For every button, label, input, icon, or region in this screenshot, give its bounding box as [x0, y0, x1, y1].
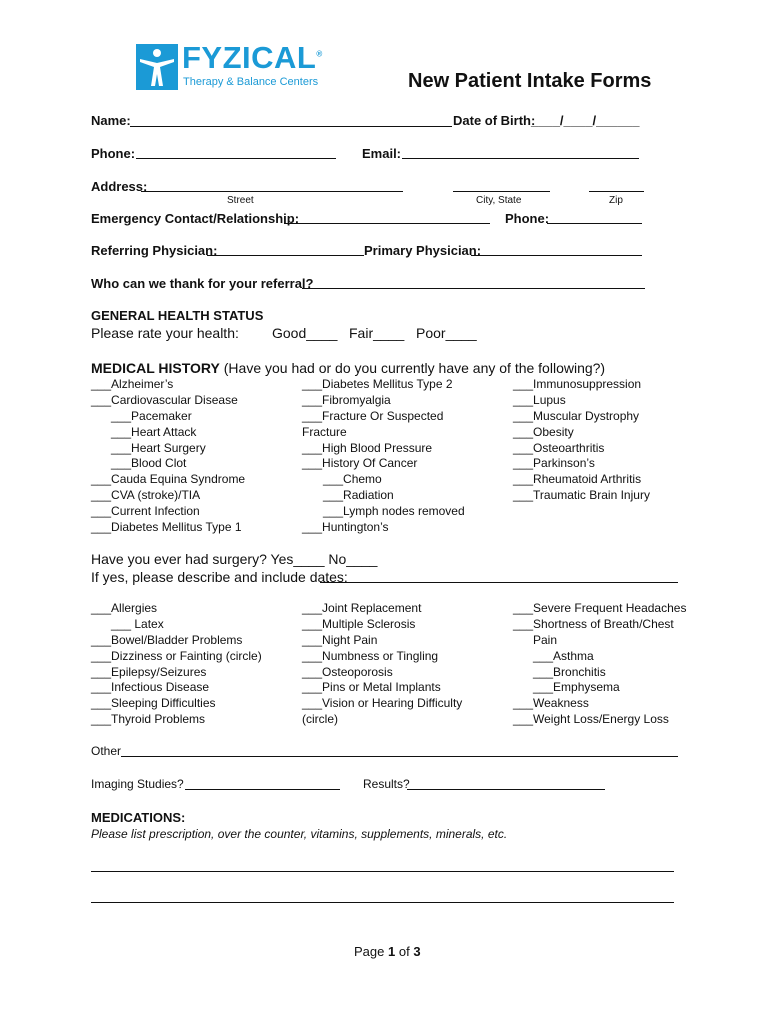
list-item[interactable]: ___History Of Cancer — [302, 456, 418, 470]
list-item[interactable]: ___Thyroid Problems — [91, 712, 206, 726]
general-health-heading: GENERAL HEALTH STATUS — [91, 308, 264, 323]
phone-label: Phone: — [91, 146, 136, 161]
list-item[interactable]: ___Osteoarthritis — [513, 441, 605, 455]
list-item[interactable]: ___High Blood Pressure — [302, 441, 433, 455]
list-item[interactable]: ___Lupus — [513, 393, 566, 407]
list-item: Pain — [533, 633, 558, 647]
health-poor[interactable]: Poor____ — [416, 325, 477, 341]
other-label: Other — [91, 744, 122, 758]
email-label: Email: — [362, 146, 402, 161]
street-caption: Street — [227, 195, 254, 206]
referral-label: Who can we thank for your referral? — [91, 276, 314, 291]
list-item[interactable]: ___Emphysema — [533, 680, 620, 694]
primary-field[interactable] — [471, 255, 642, 256]
health-good[interactable]: Good____ — [272, 325, 338, 341]
list-item[interactable]: ___Muscular Dystrophy — [513, 409, 640, 423]
emergency-label: Emergency Contact/Relationship: — [91, 211, 300, 226]
list-item[interactable]: ___Current Infection — [91, 504, 200, 518]
medical-history-heading: MEDICAL HISTORY (Have you had or do you currently have any of the following?) — [91, 360, 606, 376]
results-field[interactable] — [407, 789, 605, 790]
medications-line-2[interactable] — [91, 902, 674, 903]
list-item[interactable]: ___Bowel/Bladder Problems — [91, 633, 243, 647]
street-field[interactable] — [141, 191, 403, 192]
list-item[interactable]: ___Chemo — [323, 472, 382, 486]
imaging-label: Imaging Studies? — [91, 777, 184, 791]
phone-field[interactable] — [136, 158, 336, 159]
health-fair[interactable]: Fair____ — [349, 325, 405, 341]
list-item[interactable]: ___Numbness or Tingling — [302, 649, 439, 663]
list-item[interactable]: ___Allergies — [91, 601, 158, 615]
surgery-describe-label: If yes, please describe and include dates: — [91, 569, 348, 585]
city-state-caption: City, State — [476, 195, 522, 206]
medications-heading: MEDICATIONS: — [91, 810, 186, 825]
list-item[interactable]: ___Heart Attack — [111, 425, 197, 439]
list-item[interactable]: ___Alzheimer’s — [91, 377, 174, 391]
list-item[interactable]: ___Night Pain — [302, 633, 378, 647]
list-item[interactable]: ___Rheumatoid Arthritis — [513, 472, 642, 486]
health-prompt: Please rate your health: — [91, 325, 239, 341]
referring-field[interactable] — [207, 255, 364, 256]
medications-note: Please list prescription, over the counter, vitamins, supplements, minerals, etc. — [91, 827, 508, 841]
list-item[interactable]: ___Huntington’s — [302, 520, 389, 534]
address-label: Address: — [91, 179, 148, 194]
list-item[interactable]: ___Fibromyalgia — [302, 393, 391, 407]
list-item[interactable]: ___Epilepsy/Seizures — [91, 665, 207, 679]
medications-line-1[interactable] — [91, 871, 674, 872]
list-item[interactable]: ___Osteoporosis — [302, 665, 393, 679]
dob-field[interactable]: ____/____/______ — [531, 113, 640, 128]
imaging-field[interactable] — [185, 789, 340, 790]
emergency-phone-field[interactable] — [547, 223, 642, 224]
list-item[interactable]: ___Weakness — [513, 696, 589, 710]
list-item[interactable]: ___Joint Replacement — [302, 601, 422, 615]
referring-label: Referring Physician: — [91, 243, 218, 258]
dob-label: Date of Birth: — [453, 113, 536, 128]
list-item[interactable]: ___Shortness of Breath/Chest — [513, 617, 674, 631]
referral-field[interactable] — [302, 288, 645, 289]
list-item[interactable]: ___Traumatic Brain Injury — [513, 488, 650, 502]
list-item: (circle) — [302, 712, 338, 726]
list-item[interactable]: ___Weight Loss/Energy Loss — [513, 712, 669, 726]
list-item[interactable]: ___Obesity — [513, 425, 574, 439]
logo-figure-icon — [136, 44, 178, 90]
surgery-question[interactable]: Have you ever had surgery? Yes____ No____ — [91, 551, 378, 567]
list-item[interactable]: ___ Latex — [111, 617, 164, 631]
zip-field[interactable] — [589, 191, 644, 192]
emergency-phone-label: Phone: — [505, 211, 550, 226]
list-item[interactable]: ___Immunosuppression — [513, 377, 642, 391]
list-item: Fracture — [302, 425, 347, 439]
list-item[interactable]: ___Dizziness or Fainting (circle) — [91, 649, 262, 663]
email-field[interactable] — [402, 158, 639, 159]
zip-caption: Zip — [609, 195, 623, 206]
surgery-describe-field[interactable] — [320, 582, 678, 583]
list-item[interactable]: ___CVA (stroke)/TIA — [91, 488, 201, 502]
results-label: Results? — [363, 777, 410, 791]
list-item[interactable]: ___Fracture Or Suspected — [302, 409, 444, 423]
list-item[interactable]: ___Cardiovascular Disease — [91, 393, 238, 407]
other-field[interactable] — [121, 756, 678, 757]
list-item[interactable]: ___Blood Clot — [111, 456, 187, 470]
list-item[interactable]: ___Radiation — [323, 488, 394, 502]
logo-tagline: Therapy & Balance Centers — [183, 76, 319, 88]
list-item[interactable]: ___Cauda Equina Syndrome — [91, 472, 246, 486]
list-item[interactable]: ___Vision or Hearing Difficulty — [302, 696, 463, 710]
page-title: New Patient Intake Forms — [408, 70, 652, 92]
list-item[interactable]: ___Diabetes Mellitus Type 1 — [91, 520, 242, 534]
name-label: Name: — [91, 113, 131, 128]
list-item[interactable]: ___Infectious Disease — [91, 680, 210, 694]
list-item[interactable]: ___Diabetes Mellitus Type 2 — [302, 377, 453, 391]
list-item[interactable]: ___Asthma — [533, 649, 594, 663]
list-item[interactable]: ___Lymph nodes removed — [323, 504, 465, 518]
list-item[interactable]: ___Multiple Sclerosis — [302, 617, 416, 631]
list-item[interactable]: ___Bronchitis — [533, 665, 606, 679]
city-state-field[interactable] — [453, 191, 550, 192]
logo-brand: FYZICAL® — [182, 40, 323, 75]
list-item[interactable]: ___Sleeping Difficulties — [91, 696, 216, 710]
list-item[interactable]: ___Pacemaker — [111, 409, 192, 423]
primary-label: Primary Physician: — [364, 243, 482, 258]
list-item[interactable]: ___Parkinson’s — [513, 456, 595, 470]
list-item[interactable]: ___Severe Frequent Headaches — [513, 601, 687, 615]
list-item[interactable]: ___Heart Surgery — [111, 441, 206, 455]
page-number: Page 1 of 3 — [354, 944, 421, 959]
list-item[interactable]: ___Pins or Metal Implants — [302, 680, 441, 694]
name-field[interactable] — [130, 126, 452, 127]
emergency-field[interactable] — [284, 223, 490, 224]
